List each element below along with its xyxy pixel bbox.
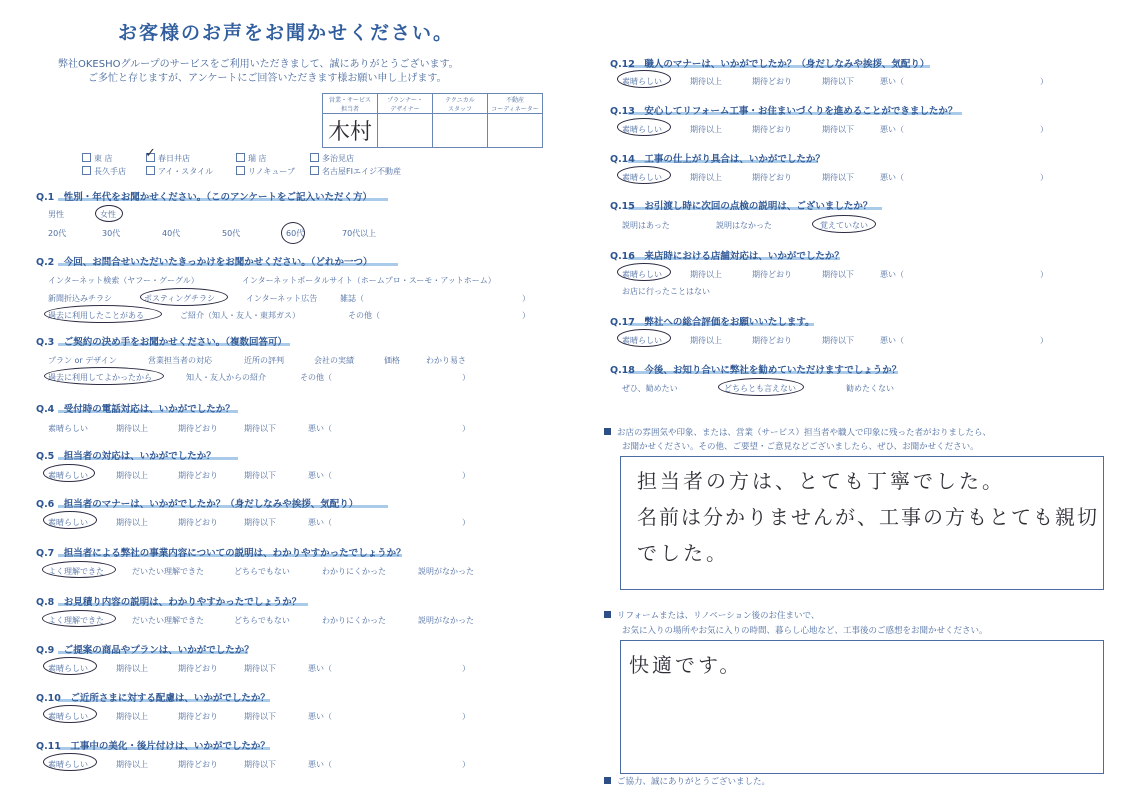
q6-option[interactable]: 期待どおり (178, 518, 218, 527)
comment1-prompt-line1: お店の雰囲気や印象、または、営業（サービス）担当者や職人で印象に残った者がおりましたら、 (604, 426, 991, 438)
answer-circle (43, 464, 95, 482)
q14-option[interactable]: 悪い（ (880, 173, 904, 182)
q7-option[interactable]: 説明がなかった (418, 567, 474, 576)
q17-option[interactable]: 素晴らしい (622, 336, 662, 345)
q8-title: Q.8 お見積り内容の説明は、わかりやすかったでしょうか？ (36, 597, 302, 608)
q11-option[interactable]: 期待以下 (244, 760, 276, 769)
store-east[interactable]: 東 店 (82, 153, 113, 164)
q18-title: Q.18 今後、お知り合いに弊社を勧めていただけますでしょうか？ (610, 365, 902, 376)
staff-header-sales: 営業・サービス 担当者 (323, 94, 378, 114)
checkbox-icon (82, 153, 91, 162)
thanks-note: ご協力、誠にありがとうございました。 (604, 775, 770, 787)
q9-option[interactable]: 期待以下 (244, 664, 276, 673)
comment1-answer-line2: 名前は分かりませんが、工事の方もとても親切 (637, 505, 1099, 529)
q11-option[interactable]: 素晴らしい (48, 760, 88, 769)
comment2-answer: 快適です。 (629, 653, 743, 677)
q2-option[interactable]: その他（ (348, 311, 380, 320)
q1-option[interactable]: 女性 (100, 210, 116, 219)
comment1-answer-line1: 担当者の方は、とても丁寧でした。 (637, 469, 1005, 493)
q16-option[interactable]: 期待以上 (690, 270, 722, 279)
staff-cell-sales[interactable] (323, 114, 378, 148)
q1-option[interactable]: 20代 (48, 229, 67, 238)
comment2-box[interactable] (620, 640, 1104, 774)
staff-header-planner: プランナー・ デザイナー (378, 94, 433, 114)
q7-option[interactable]: だいたい理解できた (132, 567, 204, 576)
q2-title: Q.2 今回、お問合せいただいたきっかけをお聞かせください。（どれか一つ） (36, 257, 373, 268)
q2-option[interactable]: インターネットポータルサイト（ホームプロ・スーモ・アットホーム） (242, 276, 496, 285)
q1-option[interactable]: 30代 (102, 229, 121, 238)
answer-circle (42, 561, 116, 578)
store-realestate[interactable]: 名古屋FIエイジ不動産 (310, 166, 401, 177)
q1-option[interactable]: 50代 (222, 229, 241, 238)
q9-title: Q.9 ご提案の商品やプランは、いかがでしたか？ (36, 645, 254, 656)
q8-option[interactable]: どちらでもない (234, 616, 290, 625)
q5-option[interactable]: 悪い（ (308, 471, 332, 480)
q12-option[interactable]: 期待以下 (822, 77, 854, 86)
q16-bracket: ） (1040, 270, 1048, 279)
answer-circle (617, 263, 671, 281)
q13-option[interactable]: 悪い（ (880, 125, 904, 134)
checkbox-icon (82, 166, 91, 175)
q9-option[interactable]: 期待以上 (116, 664, 148, 673)
q3-option[interactable]: 会社の実績 (314, 356, 354, 365)
q15-option[interactable]: 説明はあった (622, 221, 670, 230)
q3-option[interactable]: 過去に利用してよかったから (48, 373, 152, 382)
q16-option[interactable]: 期待以下 (822, 270, 854, 279)
answer-circle (718, 378, 804, 396)
q14-title: Q.14 工事の仕上がり具合は、いかがでしたか？ (610, 154, 825, 165)
staff-header-realestate: 不動産 コーディネーター (488, 94, 543, 114)
store-nagakute[interactable]: 長久手店 (82, 166, 126, 177)
q4-option[interactable]: 期待以上 (116, 424, 148, 433)
staff-cell-planner[interactable] (378, 114, 433, 148)
q13-option[interactable]: 素晴らしい (622, 125, 662, 134)
q14-option[interactable]: 期待どおり (752, 173, 792, 182)
q3-option[interactable]: プラン or デザイン (48, 356, 117, 365)
square-bullet-icon (604, 611, 611, 618)
q11-title: Q.11 工事中の美化・後片付けは、いかがでしたか？ (36, 741, 270, 752)
page-title: お客様のお声をお聞かせください。 (118, 22, 455, 44)
q10-bracket: ） (462, 712, 470, 721)
q14-bracket: ） (1040, 173, 1048, 182)
q17-option[interactable]: 期待どおり (752, 336, 792, 345)
answer-circle (617, 118, 671, 136)
q12-title: Q.12 職人のマナーは、いかがでしたか？（身だしなみや挨拶、気配り） (610, 59, 930, 70)
q11-option[interactable]: 悪い（ (308, 760, 332, 769)
q5-title: Q.5 担当者の対応は、いかがでしたか？ (36, 451, 216, 462)
q16-option[interactable]: お店に行ったことはない (622, 287, 710, 296)
q17-option[interactable]: 期待以下 (822, 336, 854, 345)
q10-title: Q.10 ご近所さまに対する配慮は、いかがでしたか？ (36, 693, 270, 704)
q6-title: Q.6 担当者のマナーは、いかがでしたか？（身だしなみや挨拶、気配り） (36, 499, 359, 510)
q15-title: Q.15 お引渡し時に次回の点検の説明は、ございましたか？ (610, 201, 873, 212)
answer-circle (140, 288, 228, 306)
q6-option[interactable]: 悪い（ (308, 518, 332, 527)
q10-option[interactable]: 悪い（ (308, 712, 332, 721)
q7-option[interactable]: わかりにくかった (322, 567, 386, 576)
q2-option[interactable]: 新聞折込みチラシ (48, 294, 112, 303)
q4-option[interactable]: 期待どおり (178, 424, 218, 433)
staff-cell-realestate[interactable] (488, 114, 543, 148)
q3-title: Q.3 ご契約の決め手をお聞かせください。（複数回答可） (36, 337, 288, 348)
q2-option[interactable]: ご紹介（知人・友人・東邦ガス） (180, 311, 300, 320)
q8-option[interactable]: だいたい理解できた (132, 616, 204, 625)
q3-bracket: ） (462, 373, 470, 382)
store-tajimi[interactable]: 多治見店 (310, 153, 354, 164)
q5-option[interactable]: 期待以上 (116, 471, 148, 480)
answer-circle (617, 166, 671, 184)
q12-option[interactable]: 期待どおり (752, 77, 792, 86)
q2-option[interactable]: インターネット検索（ヤフー・グーグル） (48, 276, 199, 285)
intro-line-1: 弊社OKESHOグループのサービスをご利用いただきまして、誠にありがとうございます。 (58, 59, 459, 70)
answer-circle (617, 329, 671, 347)
q11-option[interactable]: 期待どおり (178, 760, 218, 769)
q4-option[interactable]: 素晴らしい (48, 424, 88, 433)
q5-option[interactable]: 素晴らしい (48, 471, 88, 480)
comment1-prompt-line2: お聞かせください。その他、ご要望・ご意見などございましたら、ぜひ、お聞かせください。 (622, 442, 979, 452)
checkbox-icon (236, 153, 245, 162)
q12-bracket: ） (1040, 77, 1048, 86)
staff-cell-technical[interactable] (433, 114, 488, 148)
q6-option[interactable]: 期待以下 (244, 518, 276, 527)
q14-option[interactable]: 素晴らしい (622, 173, 662, 182)
q10-option[interactable]: 期待以下 (244, 712, 276, 721)
q1-option[interactable]: 男性 (48, 210, 64, 219)
answer-circle (617, 70, 671, 88)
q2-option[interactable]: 過去に利用したことがある (48, 311, 144, 320)
q17-option[interactable]: 悪い（ (880, 336, 904, 345)
q18-option[interactable]: 勧めたくない (846, 384, 894, 393)
q10-option[interactable]: 期待どおり (178, 712, 218, 721)
checkbox-icon (236, 166, 245, 175)
q5-bracket: ） (462, 471, 470, 480)
comment1-box[interactable] (620, 456, 1104, 590)
q16-option[interactable]: 悪い（ (880, 270, 904, 279)
q6-option[interactable]: 期待以上 (116, 518, 148, 527)
staff-table (322, 93, 543, 148)
q17-bracket: ） (1040, 336, 1048, 345)
q9-option[interactable]: 悪い（ (308, 664, 332, 673)
q2-bracket: ） (522, 294, 530, 303)
q13-bracket: ） (1040, 125, 1048, 134)
q13-option[interactable]: 期待以下 (822, 125, 854, 134)
checkbox-icon (310, 166, 319, 175)
q15-option[interactable]: 説明はなかった (716, 221, 772, 230)
checkmark-icon: ✓ (145, 146, 156, 161)
q10-option[interactable]: 期待以上 (116, 712, 148, 721)
q10-option[interactable]: 素晴らしい (48, 712, 88, 721)
q12-option[interactable]: 期待以上 (690, 77, 722, 86)
q17-option[interactable]: 期待以上 (690, 336, 722, 345)
q8-option[interactable]: わかりにくかった (322, 616, 386, 625)
q7-option[interactable]: よく理解できた (48, 567, 104, 576)
q2-option[interactable]: 雑誌（ (340, 294, 364, 303)
comment2-prompt-line1: リフォームまたは、リノベーション後のお住まいで、 (604, 609, 819, 621)
square-bullet-icon (604, 428, 611, 435)
square-bullet-icon (604, 777, 611, 784)
q1-title: Q.1 性別・年代をお聞かせください。（このアンケートをご記入いただく方） (36, 192, 372, 203)
q1-option[interactable]: 40代 (162, 229, 181, 238)
q9-option[interactable]: 期待どおり (178, 664, 218, 673)
q13-option[interactable]: 期待以上 (690, 125, 722, 134)
q12-option[interactable]: 素晴らしい (622, 77, 662, 86)
q4-option[interactable]: 悪い（ (308, 424, 332, 433)
q3-option[interactable]: 近所の評判 (244, 356, 284, 365)
q7-title: Q.7 担当者による弊社の事業内容についての説明は、わかりやすかったでしょうか？ (36, 548, 406, 559)
q4-bracket: ） (462, 424, 470, 433)
q1-option[interactable]: 60代 (286, 229, 305, 238)
store-kasugai[interactable]: 春日井店 (146, 153, 190, 164)
answer-circle (44, 367, 164, 385)
intro-line-2: ご多忙と存じますが、アンケートにご回答いただきます様お願い申し上げます。 (88, 73, 447, 84)
q12-option[interactable]: 悪い（ (880, 77, 904, 86)
answer-circle (812, 215, 876, 233)
q7-option[interactable]: どちらでもない (234, 567, 290, 576)
q4-option[interactable]: 期待以下 (244, 424, 276, 433)
q1-option[interactable]: 70代以上 (342, 229, 377, 238)
q16-option[interactable]: 素晴らしい (622, 270, 662, 279)
q3-option[interactable]: その他（ (300, 373, 332, 382)
q8-option[interactable]: よく理解できた (48, 616, 104, 625)
comment1-answer-line3: でした。 (637, 541, 729, 565)
q5-option[interactable]: 期待どおり (178, 471, 218, 480)
store-renocube[interactable]: リノキューブ (236, 166, 295, 177)
q2-option[interactable]: インターネット広告 (246, 294, 318, 303)
q18-option[interactable]: どちらとも言えない (724, 384, 796, 393)
q16-option[interactable]: 期待どおり (752, 270, 792, 279)
q8-option[interactable]: 説明がなかった (418, 616, 474, 625)
answer-circle (42, 610, 116, 627)
q2-option[interactable]: ポスティングチラシ (144, 294, 216, 303)
q9-bracket: ） (462, 664, 470, 673)
q18-option[interactable]: ぜひ、勧めたい (622, 384, 678, 393)
q3-option[interactable]: 価格 (384, 356, 400, 365)
staff-header-technical: テクニカル スタッフ (433, 94, 488, 114)
q6-option[interactable]: 素晴らしい (48, 518, 88, 527)
staff-name-handwritten: 木村 (327, 120, 372, 145)
q3-option[interactable]: わかり易さ (426, 356, 466, 365)
q15-option[interactable]: 覚えていない (820, 221, 868, 230)
checkbox-icon (310, 153, 319, 162)
q13-option[interactable]: 期待どおり (752, 125, 792, 134)
answer-circle (95, 205, 123, 222)
answer-circle (281, 222, 305, 244)
q6-bracket: ） (462, 518, 470, 527)
q13-title: Q.13 安心してリフォーム工事・お住まいづくりを進めることができましたか？ (610, 106, 958, 117)
answer-circle (43, 705, 97, 723)
answer-circle (44, 305, 162, 323)
answer-circle (43, 657, 97, 675)
answer-circle (43, 511, 97, 529)
store-mizuho[interactable]: 瑞 店 (236, 153, 267, 164)
q11-option[interactable]: 期待以上 (116, 760, 148, 769)
q4-title: Q.4 受付時の電話対応は、いかがでしたか？ (36, 404, 235, 415)
q5-option[interactable]: 期待以下 (244, 471, 276, 480)
comment2-prompt-line2: お気に入りの場所やお気に入りの時間、暮らし心地など、工事後のご感想をお聞かせください。 (622, 626, 988, 636)
q14-option[interactable]: 期待以下 (822, 173, 854, 182)
q17-title: Q.17 弊社への総合評価をお願いいたします。 (610, 317, 815, 328)
q3-option[interactable]: 営業担当者の対応 (148, 356, 212, 365)
answer-circle (43, 753, 97, 771)
q9-option[interactable]: 素晴らしい (48, 664, 88, 673)
q14-option[interactable]: 期待以上 (690, 173, 722, 182)
q3-option[interactable]: 知人・友人からの紹介 (186, 373, 266, 382)
q2-bracket: ） (522, 311, 530, 320)
q16-title: Q.16 来店時における店舗対応は、いかがでしたか？ (610, 251, 844, 262)
checkbox-icon (146, 166, 155, 175)
q11-bracket: ） (462, 760, 470, 769)
store-istyle[interactable]: アイ・スタイル (146, 166, 213, 177)
